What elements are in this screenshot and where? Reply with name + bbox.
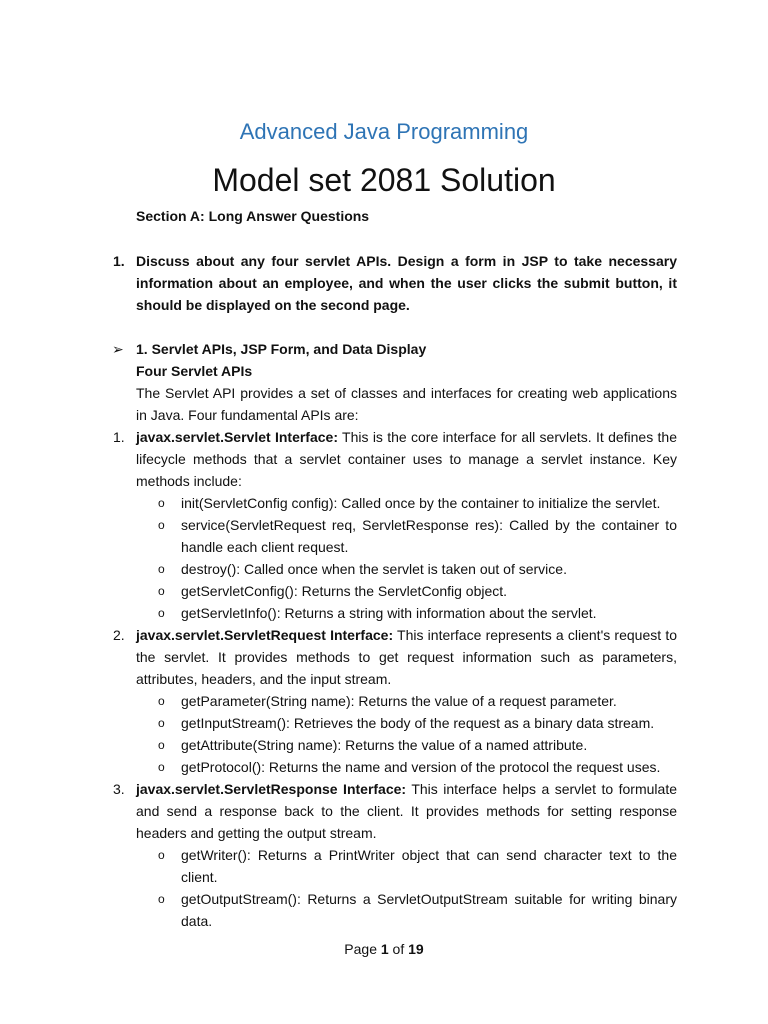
circle-bullet-icon: o <box>158 562 165 576</box>
circle-bullet-icon: o <box>158 584 165 598</box>
method-item: getOutputStream(): Returns a ServletOutputStream suitable for writing binary data. <box>181 891 677 929</box>
list-item <box>136 778 677 844</box>
method-item: getServletConfig(): Returns the ServletConfig object. <box>181 583 508 599</box>
circle-bullet-icon: o <box>158 518 165 532</box>
page-of-label: of <box>388 941 409 957</box>
method-item: getInputStream(): Retrieves the body of the request as a binary data stream. <box>181 715 655 731</box>
circle-bullet-icon: o <box>158 760 165 774</box>
course-subtitle: Advanced Java Programming <box>239 119 529 144</box>
list-item <box>136 624 677 690</box>
method-item: getProtocol(): Returns the name and version of the protocol the request uses. <box>181 759 661 775</box>
current-page-number: 1 <box>380 941 389 957</box>
api-name: javax.servlet.Servlet Interface: <box>136 429 338 445</box>
section-heading: Section A: Long Answer Questions <box>136 208 370 224</box>
method-item: getAttribute(String name): Returns the value of a named attribute. <box>181 737 588 753</box>
item-number: 1. <box>113 429 125 445</box>
page-footer <box>0 938 768 960</box>
answer-intro: The Servlet API provides a set of classes and interfaces for creating web applications in Java. Four fundamental APIs are: <box>136 385 677 423</box>
item-number: 3. <box>113 781 125 797</box>
circle-bullet-icon: o <box>158 738 165 752</box>
circle-bullet-icon: o <box>158 892 165 906</box>
circle-bullet-icon: o <box>158 716 165 730</box>
api-description: This interface helps a servlet to formulate and send a response back to the client. It provides methods for setting response headers and getting the output stream. <box>136 781 677 841</box>
total-page-count: 19 <box>408 941 424 957</box>
circle-bullet-icon: o <box>158 606 165 620</box>
method-item: service(ServletRequest req, ServletResponse res): Called by the container to handle each client request. <box>181 517 677 555</box>
method-item: getParameter(String name): Returns the value of a request parameter. <box>181 693 617 709</box>
list-item <box>136 426 677 492</box>
page-title: Model set 2081 Solution <box>212 162 556 198</box>
question-text: Discuss about any four servlet APIs. Design a form in JSP to take necessary information about an employee, and when the user clicks the submit button, it should be displayed on the second page. <box>136 253 677 313</box>
api-name: javax.servlet.ServletResponse Interface: <box>136 781 407 797</box>
method-item: getServletInfo(): Returns a string with information about the servlet. <box>181 605 597 621</box>
circle-bullet-icon: o <box>158 496 165 510</box>
api-description: This is the core interface for all servlets. It defines the lifecycle methods that a servlet container uses to manage a servlet instance. Key methods include: <box>136 429 677 489</box>
arrow-bullet-icon: ➢ <box>112 341 124 357</box>
api-description: This interface represents a client's request to the servlet. It provides methods to get request information such as parameters, attributes, headers, and the input stream. <box>136 627 677 687</box>
item-number: 2. <box>113 627 125 643</box>
api-name: javax.servlet.ServletRequest Interface: <box>136 627 394 643</box>
circle-bullet-icon: o <box>158 848 165 862</box>
answer-subheading: Four Servlet APIs <box>136 363 253 379</box>
answer-heading: 1. Servlet APIs, JSP Form, and Data Display <box>136 341 427 357</box>
question-number: 1. <box>113 253 125 269</box>
page-label: Page <box>344 941 381 957</box>
method-item: destroy(): Called once when the servlet is taken out of service. <box>181 561 567 577</box>
circle-bullet-icon: o <box>158 694 165 708</box>
method-item: getWriter(): Returns a PrintWriter object that can send character text to the client. <box>181 847 677 885</box>
method-item: init(ServletConfig config): Called once by the container to initialize the servlet. <box>181 495 661 511</box>
